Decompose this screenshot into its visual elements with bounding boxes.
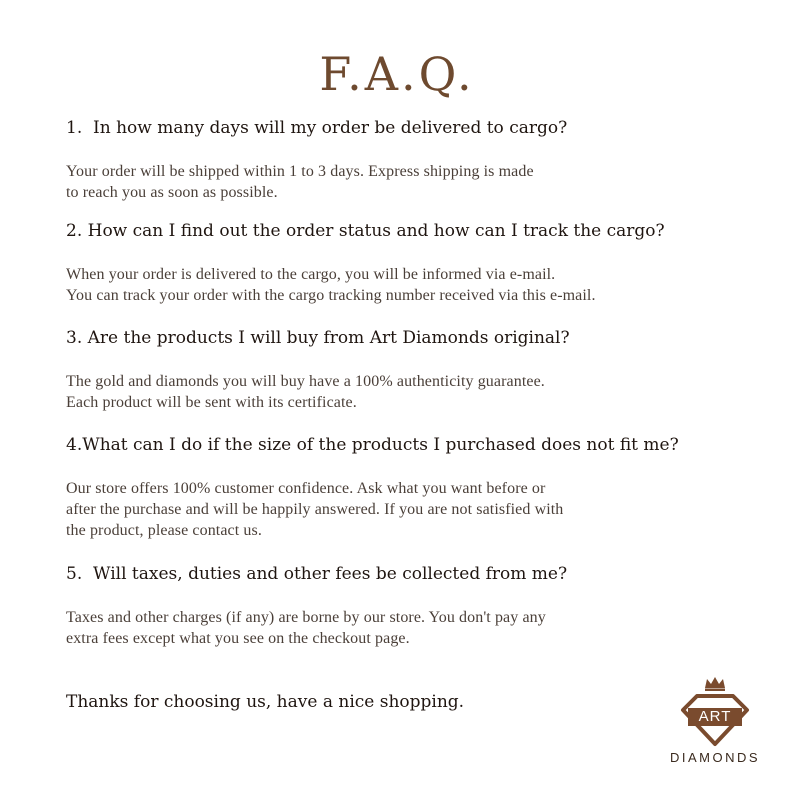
faq-answer-line: Each product will be sent with its certificate. <box>66 394 357 411</box>
faq-question: 2. How can I find out the order status and how can I track the cargo? <box>66 221 665 241</box>
faq-item-3 <box>66 327 746 413</box>
faq-answer <box>66 371 746 413</box>
faq-answer-line: When your order is delivered to the cargo, you will be informed via e-mail. <box>66 266 556 283</box>
faq-question: 1. In how many days will my order be delivered to cargo? <box>66 118 568 138</box>
logo-art-text: ART <box>688 708 742 726</box>
faq-answer-line: the product, please contact us. <box>66 522 262 539</box>
faq-item-5 <box>66 563 746 649</box>
faq-answer-line: The gold and diamonds you will buy have a 100% authenticity guarantee. <box>66 373 545 390</box>
faq-question: 3. Are the products I will buy from Art Diamonds original? <box>66 328 570 348</box>
faq-answer-line: You can track your order with the cargo tracking number received via this e-mail. <box>66 287 596 304</box>
faq-answer <box>66 607 746 649</box>
faq-question: 5. Will taxes, duties and other fees be collected from me? <box>66 564 568 584</box>
faq-item-4 <box>66 434 746 541</box>
faq-item-2 <box>66 220 746 306</box>
faq-answer-line: Your order will be shipped within 1 to 3 days. Express shipping is made <box>66 163 534 180</box>
faq-answer-line: Our store offers 100% customer confidence. Ask what you want before or <box>66 480 546 497</box>
faq-answer <box>66 478 746 541</box>
faq-answer-line: extra fees except what you see on the checkout page. <box>66 630 410 647</box>
faq-item-1 <box>66 117 746 203</box>
faq-answer <box>66 264 746 306</box>
logo-brand-text: DIAMONDS <box>669 750 761 765</box>
faq-answer <box>66 161 746 203</box>
page-title: F.A.Q. <box>319 47 475 101</box>
brand-logo <box>655 674 775 774</box>
faq-question: 4.What can I do if the size of the products I purchased does not fit me? <box>66 435 679 455</box>
faq-answer-line: after the purchase and will be happily answered. If you are not satisfied with <box>66 501 564 518</box>
faq-answer-line: to reach you as soon as possible. <box>66 184 278 201</box>
closing-message: Thanks for choosing us, have a nice shopping. <box>66 692 465 712</box>
faq-answer-line: Taxes and other charges (if any) are borne by our store. You don't pay any <box>66 609 546 626</box>
